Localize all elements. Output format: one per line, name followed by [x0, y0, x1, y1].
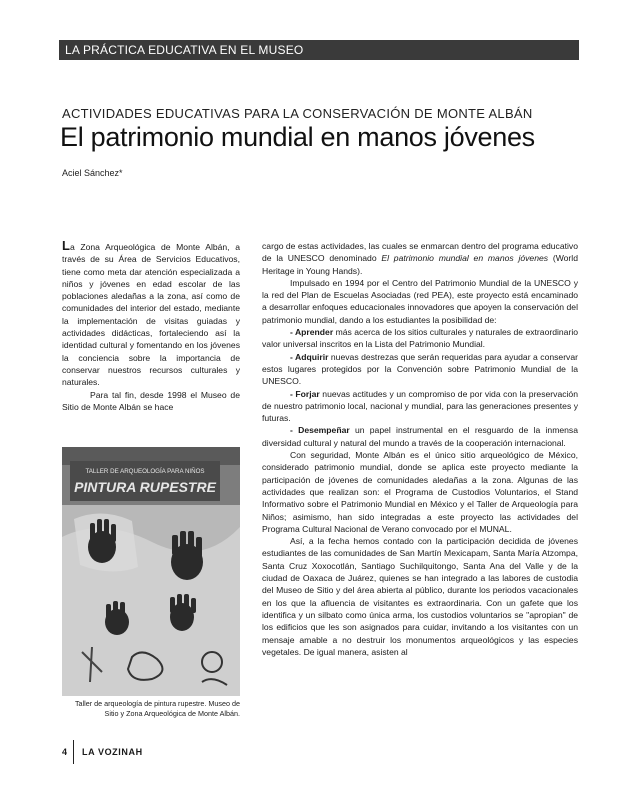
- drop-cap: L: [62, 238, 70, 253]
- left-paragraph-1: La Zona Arqueológica de Monte Albán, a través de su Área de Servicios Educativos, tiene como meta dar atención especializada a niños y jóvenes en edad escolar de las poblaciones aledañas a la zona, así como de comunidades del interior del estado, mediante la implementación de visitas guiadas y actividades didácticas, fortaleciendo así la identidad cultural y fomentando en los jóvenes la conciencia sobre la importancia de conservar nuestros recursos culturales y naturales.: [62, 238, 240, 388]
- magazine-name: LA VOZINAH: [82, 747, 143, 757]
- left-column: [62, 240, 240, 413]
- right-paragraph-3: Con seguridad, Monte Albán es el único sitio arqueológico de México, considerado patrimonio mundial, donde se aplica este proyecto mediante la participación de jóvenes de comunidades aledañas a la zona. Algunas de las actividades que realizan son: el Programa de Custodios Voluntarios, el Stand Informativo sobre el Patrimonio Mundial en México y el Taller de Arqueología para Niños; asimismo, han sido integradas a este proyecto las actividades del Programa Cultural Nacional de Verano convocado por el MUNAL.: [262, 450, 578, 534]
- article-author: Aciel Sánchez*: [62, 168, 123, 178]
- bullet-aprender: - Aprender más acerca de los sitios culturales y naturales de extraordinario valor universal inscritos en la Lista del Patrimonio Mundial.: [262, 327, 579, 350]
- bullet-desempenar: - Desempeñar un papel instrumental en el resguardo de la inmensa diversidad cultural y natural del mundo a través de la cooperación internacional.: [262, 425, 578, 448]
- program-name: El patrimonio mundial en manos jóvenes: [381, 253, 549, 264]
- right-paragraph-4: Así, a la fecha hemos contado con la participación decidida de jóvenes estudiantes de las comunidades de San Martín Mexicapam, Santa María Atzompa, Santa Cruz Xoxocotlán, Santiago Suchilquitongo, Santa Ana del Valle y de la ciudad de Oaxaca de Juárez, quienes se han integrado a las labores de custodia del Museo de Sitio y del área abierta al público, durante los periodos vacacionales en los que la afluencia de visitantes es extraordinaria. Con un gafete que los identifica y un silbato como única arma, los custodios voluntarios se "apropian" de los edificios que les son asignados para cuidar, invitando a los visitantes con un mensaje amable a no destruir los monumentos arqueológicos y las especies vegetales. De igual manera, asisten al: [262, 536, 578, 657]
- right-paragraph-1: cargo de estas actividades, las cuales se enmarcan dentro del programa educativo de la UNESCO denominado El patrimonio mundial en manos jóvenes (World Heritage in Young Hands).: [262, 241, 578, 276]
- left-paragraph-2: Para tal fin, desde 1998 el Museo de Sitio de Monte Albán se hace: [62, 389, 240, 412]
- right-paragraph-2: Impulsado en 1994 por el Centro del Patrimonio Mundial de la UNESCO y la red del Plan de Escuelas Asociadas (red PEA), este proyecto está encaminado a desarrollar enfoques educacionales innovadores que apoyen la conservación del patrimonio mundial, dando a los estudiantes la posibilidad de:: [262, 277, 578, 325]
- right-column: [262, 240, 578, 658]
- bullet-adquirir: - Adquirir nuevas destrezas que serán requeridas para ayudar a conservar estos lugares protegidos por la Convención sobre Patrimonio Mundial de la UNESCO.: [262, 351, 578, 387]
- article-title: El patrimonio mundial en manos jóvenes: [60, 122, 535, 152]
- section-label: LA PRÁCTICA EDUCATIVA EN EL MUSEO: [65, 43, 304, 57]
- page-footer: [62, 740, 143, 764]
- bullet-forjar: - Forjar nuevas actitudes y un compromiso de por vida con la preservación de nuestro patrimonio local, nacional y mundial, para las generaciones presentes y futuras.: [262, 388, 578, 424]
- photo-sign-line2: PINTURA RUPESTRE: [74, 479, 216, 495]
- workshop-photo: [62, 447, 240, 696]
- photo-sign-line1: TALLER DE ARQUEOLOGÍA PARA NIÑOS: [85, 468, 205, 475]
- page-number: 4: [62, 747, 68, 757]
- footer-divider: [73, 740, 74, 764]
- article-kicker: ACTIVIDADES EDUCATIVAS PARA LA CONSERVACIÓN DE MONTE ALBÁN: [62, 106, 533, 121]
- section-header-bar: [59, 40, 579, 60]
- photo-caption: Taller de arqueología de pintura rupestre. Museo de Sitio y Zona Arqueológica de Monte Albán.: [74, 699, 240, 718]
- workshop-photo-illustration: [62, 447, 240, 696]
